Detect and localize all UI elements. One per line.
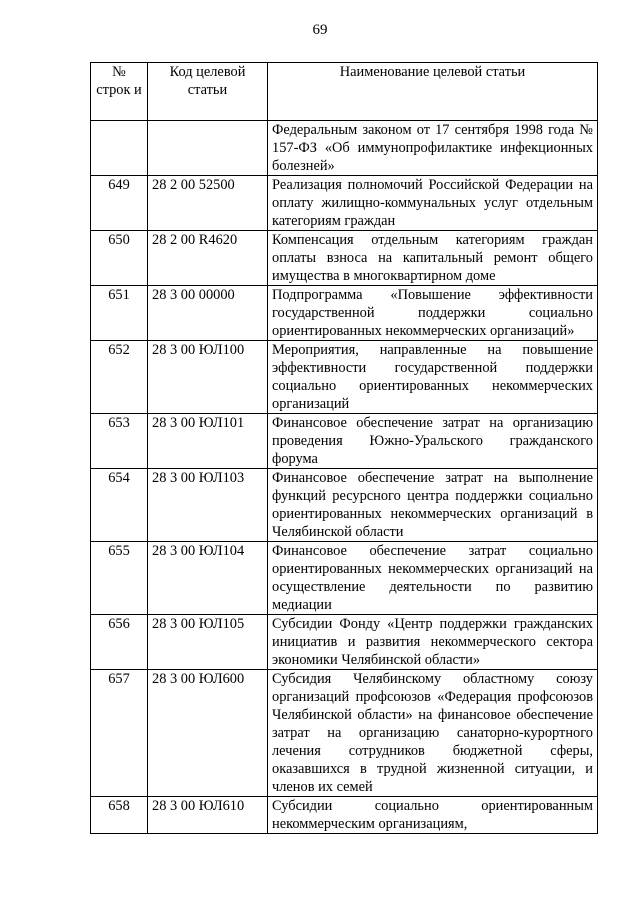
table-row bbox=[91, 615, 598, 670]
row-code: 28 3 00 ЮЛ101 bbox=[148, 414, 268, 469]
row-name: Мероприятия, направленные на повышение эффективности государственной поддержки социально ориентированных некоммерческих организаций bbox=[268, 341, 598, 414]
table-row bbox=[91, 670, 598, 797]
row-number: 653 bbox=[91, 414, 148, 469]
row-code: 28 3 00 ЮЛ103 bbox=[148, 469, 268, 542]
page-number: 69 bbox=[312, 22, 328, 38]
row-number: 649 bbox=[91, 176, 148, 231]
table-row bbox=[91, 341, 598, 414]
table-header-row bbox=[91, 63, 598, 121]
row-code: 28 3 00 00000 bbox=[148, 286, 268, 341]
table-row bbox=[91, 121, 598, 176]
row-code bbox=[148, 121, 268, 176]
row-name: Подпрограмма «Повышение эффективности государственной поддержки социально ориентированных некоммерческих организаций» bbox=[268, 286, 598, 341]
table-row bbox=[91, 176, 598, 231]
header-row-number: № строк и bbox=[91, 63, 148, 121]
table-row bbox=[91, 797, 598, 834]
row-code: 28 3 00 ЮЛ105 bbox=[148, 615, 268, 670]
table-row bbox=[91, 469, 598, 542]
row-number: 658 bbox=[91, 797, 148, 834]
row-name: Федеральным законом от 17 сентября 1998 года № 157-ФЗ «Об иммунопрофилактике инфекционных болезней» bbox=[268, 121, 598, 176]
row-number: 657 bbox=[91, 670, 148, 797]
row-name: Субсидии Фонду «Центр поддержки гражданских инициатив и развития некоммерческого сектора экономики Челябинской области» bbox=[268, 615, 598, 670]
budget-target-items-table bbox=[90, 62, 598, 834]
row-name: Финансовое обеспечение затрат социально ориентированных некоммерческих организаций на осуществление деятельности по развитию медиации bbox=[268, 542, 598, 615]
row-name: Финансовое обеспечение затрат на выполнение функций ресурсного центра поддержки социально ориентированных некоммерческих организаций в Челябинской области bbox=[268, 469, 598, 542]
row-code: 28 3 00 ЮЛ610 bbox=[148, 797, 268, 834]
row-number: 654 bbox=[91, 469, 148, 542]
row-name: Компенсация отдельным категориям граждан оплаты взноса на капитальный ремонт общего имущества в многоквартирном доме bbox=[268, 231, 598, 286]
row-name: Субсидия Челябинскому областному союзу организаций профсоюзов «Федерация профсоюзов Челябинской области» на финансовое обеспечение затрат на организацию санаторно-курортного лечения сотрудников бюджетной сферы, оказавшихся в трудной жизненной ситуации, и членов их семей bbox=[268, 670, 598, 797]
header-target-name: Наименование целевой статьи bbox=[268, 63, 598, 121]
row-number: 650 bbox=[91, 231, 148, 286]
row-code: 28 2 00 52500 bbox=[148, 176, 268, 231]
row-name: Реализация полномочий Российской Федерации на оплату жилищно-коммунальных услуг отдельным категориям граждан bbox=[268, 176, 598, 231]
row-code: 28 3 00 ЮЛ104 bbox=[148, 542, 268, 615]
row-code: 28 3 00 ЮЛ600 bbox=[148, 670, 268, 797]
table-row bbox=[91, 286, 598, 341]
row-code: 28 3 00 ЮЛ100 bbox=[148, 341, 268, 414]
table-row bbox=[91, 542, 598, 615]
table-row bbox=[91, 231, 598, 286]
row-number bbox=[91, 121, 148, 176]
row-name: Финансовое обеспечение затрат на организацию проведения Южно-Уральского гражданского форума bbox=[268, 414, 598, 469]
row-number: 652 bbox=[91, 341, 148, 414]
row-number: 651 bbox=[91, 286, 148, 341]
row-number: 655 bbox=[91, 542, 148, 615]
row-code: 28 2 00 R4620 bbox=[148, 231, 268, 286]
row-name: Субсидии социально ориентированным некоммерческим организациям, bbox=[268, 797, 598, 834]
row-number: 656 bbox=[91, 615, 148, 670]
header-target-code: Код целевой статьи bbox=[148, 63, 268, 121]
table-row bbox=[91, 414, 598, 469]
